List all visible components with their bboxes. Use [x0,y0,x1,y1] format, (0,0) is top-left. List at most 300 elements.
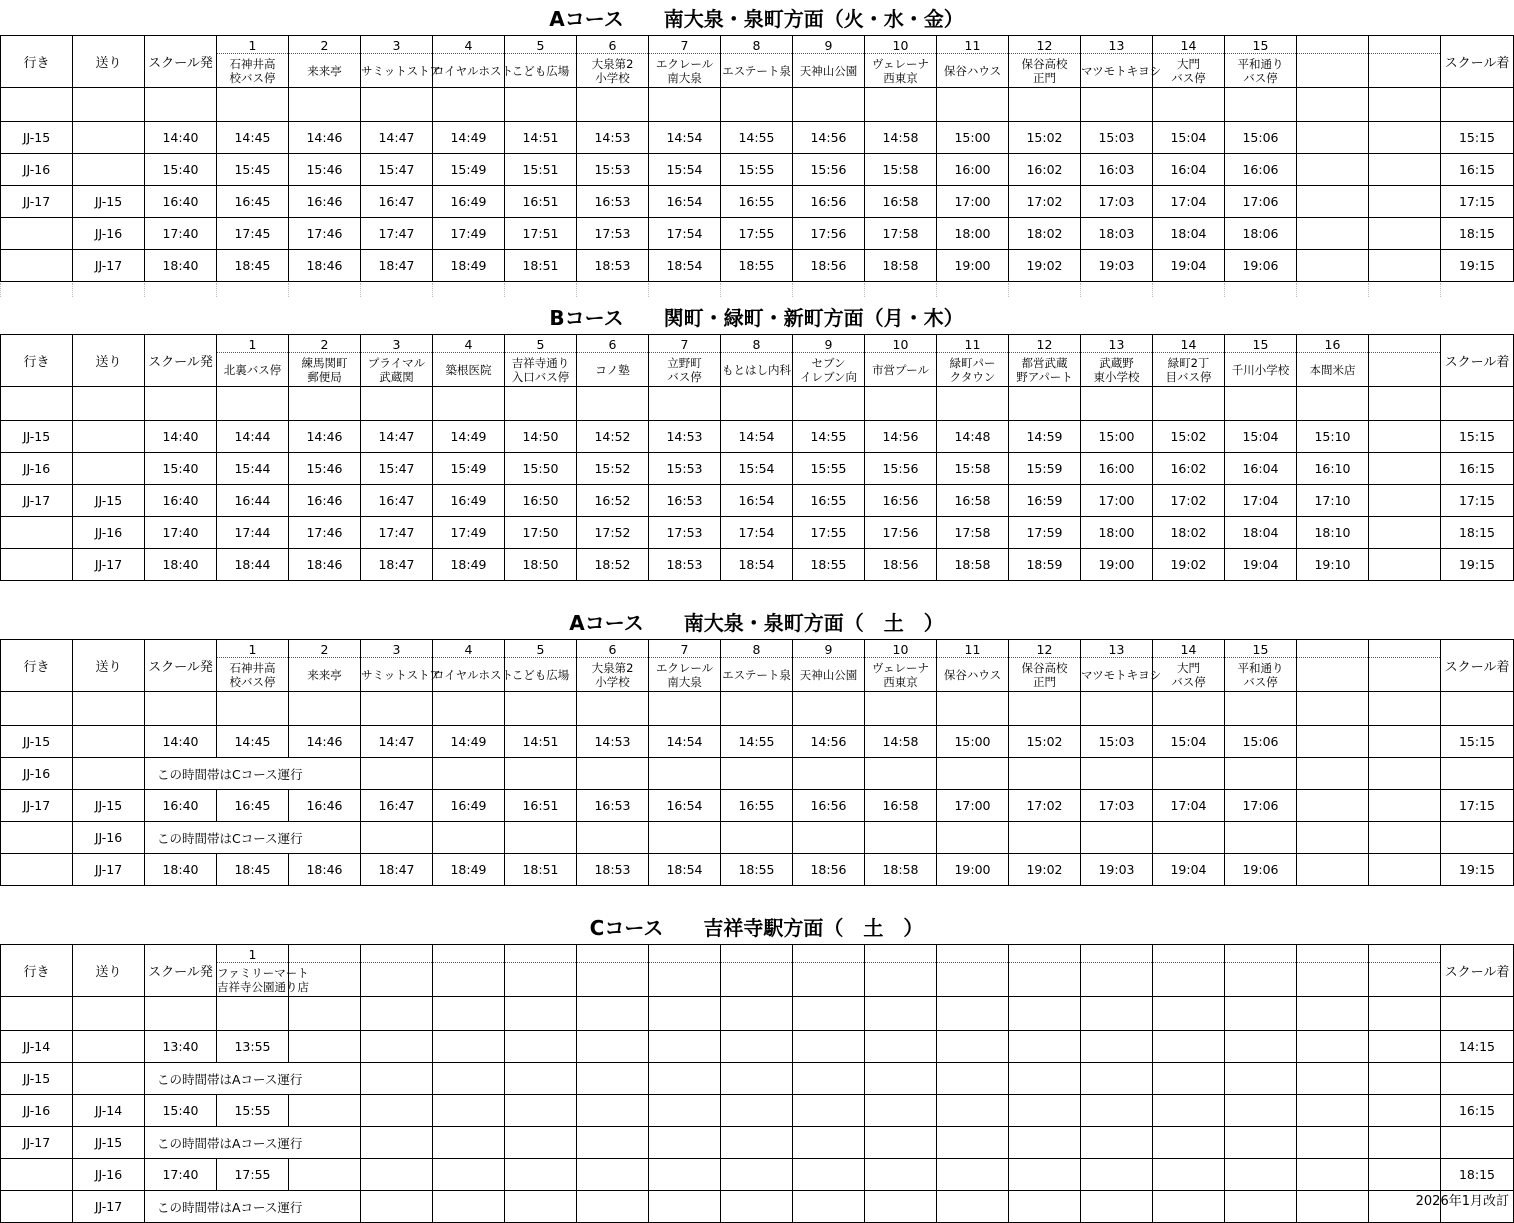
stop-time: 19:02 [1153,549,1225,581]
stop-name: 千川小学校 [1225,353,1297,387]
stop-time [1369,726,1441,758]
header-send: 送り [73,945,145,997]
send-trip: JJ-15 [73,1127,145,1159]
operation-note: この時間帯はCコース運行 [145,822,361,854]
blank-cell [361,997,433,1031]
stop-time [937,1159,1009,1191]
blank-cell [1081,997,1153,1031]
stop-time: 14:52 [577,421,649,453]
stop-name: 練馬関町 郵便局 [289,353,361,387]
stop-number: 7 [649,36,721,54]
stop-name: 築根医院 [433,353,505,387]
stop-time: 14:55 [721,726,793,758]
stop-time [1297,122,1369,154]
stop-time: 16:06 [1225,154,1297,186]
stop-time: 19:04 [1153,854,1225,886]
stop-name: 武蔵野 東小学校 [1081,353,1153,387]
empty-cell [649,1063,721,1095]
stop-time: 17:45 [217,218,289,250]
send-trip [73,122,145,154]
blank-cell [1,692,73,726]
blank-cell [937,88,1009,122]
empty-cell [721,1063,793,1095]
stop-time: 14:54 [649,122,721,154]
stop-time [865,1159,937,1191]
stop-time [1369,549,1441,581]
stop-time: 15:51 [505,154,577,186]
send-trip: JJ-15 [73,485,145,517]
stop-name: エクレール 南大泉 [649,658,721,692]
stop-number: 5 [505,36,577,54]
depart-time: 15:40 [145,1095,217,1127]
stop-name: 本間米店 [1297,353,1369,387]
stop-time: 16:00 [1081,453,1153,485]
header-go: 行き [1,640,73,692]
go-trip: JJ-17 [1,186,73,218]
blank-cell [289,88,361,122]
stop-time: 17:54 [649,218,721,250]
stop-time: 16:55 [721,186,793,218]
empty-cell [505,758,577,790]
stop-time: 16:46 [289,485,361,517]
arrive-time: 18:15 [1441,1159,1514,1191]
stop-time [1297,854,1369,886]
blank-cell [577,387,649,421]
stop-number: 12 [1009,640,1081,658]
header-depart: スクール発 [145,36,217,88]
stop-number: 8 [721,640,793,658]
go-trip: JJ-17 [1,485,73,517]
depart-time: 17:40 [145,1159,217,1191]
blank-cell [361,692,433,726]
table-row [1,790,1514,822]
go-trip: JJ-15 [1,1063,73,1095]
stop-time: 15:06 [1225,122,1297,154]
stop-time: 18:56 [793,250,865,282]
stop-time [649,1031,721,1063]
stop-name: こども広場 [505,54,577,88]
stop-name: マツモトキヨシ [1081,658,1153,692]
stop-time: 17:47 [361,517,433,549]
send-trip [73,453,145,485]
stop-time: 15:53 [577,154,649,186]
stop-time: 15:55 [793,453,865,485]
stop-time: 18:49 [433,549,505,581]
stop-time: 17:03 [1081,186,1153,218]
send-trip: JJ-17 [73,250,145,282]
stop-time: 17:44 [217,517,289,549]
empty-cell [1081,1063,1153,1095]
blank-cell [1369,387,1441,421]
stop-time: 15:53 [649,453,721,485]
stop-time [649,1159,721,1191]
stop-number: 12 [1009,335,1081,353]
stop-time: 14:58 [865,726,937,758]
arrive-time: 15:15 [1441,726,1514,758]
empty-cell [1297,1191,1369,1223]
depart-time: 14:40 [145,726,217,758]
stop-time [721,1159,793,1191]
empty-cell [649,822,721,854]
empty-cell [1225,758,1297,790]
empty-cell [1297,1063,1369,1095]
stop-time: 14:58 [865,122,937,154]
blank-cell [793,997,865,1031]
go-trip [1,250,73,282]
header-depart: スクール発 [145,945,217,997]
stop-time [577,1031,649,1063]
table-row [1,186,1514,218]
table-row [1,854,1514,886]
stop-time: 18:02 [1153,517,1225,549]
blank-cell [721,88,793,122]
stop-time: 18:55 [721,854,793,886]
operation-note: この時間帯はAコース運行 [145,1063,361,1095]
stop-name: 大門 バス停 [1153,54,1225,88]
stop-time: 15:59 [1009,453,1081,485]
stop-time: 18:53 [649,549,721,581]
empty-cell [793,822,865,854]
stop-name: 平和通り バス停 [1225,658,1297,692]
go-trip [1,1159,73,1191]
stop-number: 6 [577,335,649,353]
stop-time: 15:54 [649,154,721,186]
empty-cell [1297,758,1369,790]
empty-cell [577,1127,649,1159]
stop-time: 16:49 [433,485,505,517]
blank-cell [1441,997,1514,1031]
stop-time: 17:02 [1009,186,1081,218]
stop-name: ロイヤルホスト [433,658,505,692]
stop-number: 11 [937,335,1009,353]
empty-cell [793,1191,865,1223]
blank-cell [649,387,721,421]
arrive-time: 15:15 [1441,122,1514,154]
stop-name [1081,963,1153,997]
send-trip [73,726,145,758]
blank-cell [1153,387,1225,421]
stop-time [649,1095,721,1127]
stop-name: 大泉第2 小学校 [577,54,649,88]
arrive-time [1441,758,1514,790]
stop-time: 14:55 [721,122,793,154]
timetable-table [0,35,1514,282]
empty-cell [433,1063,505,1095]
stop-number: 1 [217,36,289,54]
blank-cell [1225,88,1297,122]
empty-cell [1153,822,1225,854]
blank-cell [649,997,721,1031]
stop-name: 保谷ハウス [937,54,1009,88]
stop-time: 17:56 [865,517,937,549]
blank-cell [1369,88,1441,122]
arrive-time: 19:15 [1441,854,1514,886]
stop-time: 18:45 [217,250,289,282]
stop-number: 14 [1153,640,1225,658]
arrive-time: 15:15 [1441,421,1514,453]
stop-name: ファミリーマート 吉祥寺公園通り店 [217,963,289,997]
stop-time: 15:47 [361,453,433,485]
depart-time: 17:40 [145,517,217,549]
stop-time: 15:02 [1009,122,1081,154]
stop-time: 14:55 [793,421,865,453]
empty-cell [577,758,649,790]
empty-cell [1369,1127,1441,1159]
empty-cell [937,1191,1009,1223]
stop-time: 18:52 [577,549,649,581]
empty-cell [361,1191,433,1223]
arrive-time [1441,1127,1514,1159]
stop-number: 8 [721,335,793,353]
empty-cell [1009,758,1081,790]
blank-cell [865,88,937,122]
empty-cell [937,758,1009,790]
stop-number [505,945,577,963]
blank-cell [505,997,577,1031]
blank-cell [433,692,505,726]
stop-time [505,1031,577,1063]
empty-cell [1081,758,1153,790]
empty-cell [1225,1127,1297,1159]
go-trip: JJ-16 [1,758,73,790]
stop-number: 14 [1153,335,1225,353]
empty-cell [577,1191,649,1223]
stop-time: 18:47 [361,549,433,581]
stop-time: 17:53 [649,517,721,549]
stop-name: ロイヤルホスト [433,54,505,88]
stop-time: 14:59 [1009,421,1081,453]
table-row [1,822,1514,854]
arrive-time: 16:15 [1441,1095,1514,1127]
depart-time: 17:40 [145,218,217,250]
empty-cell [1153,758,1225,790]
empty-cell [433,1191,505,1223]
stop-time: 16:58 [865,186,937,218]
blank-cell [1153,997,1225,1031]
stop-number: 7 [649,335,721,353]
stop-time [1081,1159,1153,1191]
stop-time [1369,854,1441,886]
blank-cell [73,997,145,1031]
timetable-table [0,334,1514,581]
stop-name [1369,658,1441,692]
stop-number: 3 [361,640,433,658]
stop-time: 14:44 [217,421,289,453]
stop-number [937,945,1009,963]
blank-cell [1,997,73,1031]
blank-cell [1297,692,1369,726]
arrive-time: 19:15 [1441,250,1514,282]
stop-time: 19:00 [937,250,1009,282]
stop-time [577,1159,649,1191]
stop-time: 18:49 [433,250,505,282]
stop-number: 13 [1081,36,1153,54]
stop-time [1369,1095,1441,1127]
empty-cell [361,1063,433,1095]
stop-time: 17:58 [937,517,1009,549]
stop-time: 14:49 [433,421,505,453]
stop-number [1225,945,1297,963]
stop-time [1225,1031,1297,1063]
blank-cell [937,387,1009,421]
blank-cell [1297,997,1369,1031]
stop-time: 14:56 [793,122,865,154]
empty-cell [1225,1063,1297,1095]
arrive-time: 17:15 [1441,186,1514,218]
blank-cell [217,997,289,1031]
blank-cell [73,692,145,726]
stop-time: 17:00 [937,790,1009,822]
blank-cell [361,88,433,122]
stop-number [289,945,361,963]
stop-time: 19:03 [1081,854,1153,886]
empty-cell [1009,822,1081,854]
go-trip: JJ-17 [1,1127,73,1159]
empty-cell [433,822,505,854]
go-trip: JJ-15 [1,421,73,453]
stop-name: 天神山公園 [793,658,865,692]
blank-cell [937,692,1009,726]
empty-cell [577,822,649,854]
stop-time: 15:52 [577,453,649,485]
stop-name: 大門 バス停 [1153,658,1225,692]
blank-cell [577,88,649,122]
send-trip: JJ-16 [73,218,145,250]
stop-time: 17:00 [937,186,1009,218]
stop-time: 15:44 [217,453,289,485]
stop-name: セブン イレブン向 [793,353,865,387]
stop-name: 来来亭 [289,658,361,692]
stop-time: 14:45 [217,726,289,758]
stop-time: 17:55 [721,218,793,250]
stop-name [1297,658,1369,692]
stop-time: 16:59 [1009,485,1081,517]
stop-time [1153,1095,1225,1127]
stop-time: 17:02 [1009,790,1081,822]
empty-cell [505,822,577,854]
stop-time: 17:06 [1225,186,1297,218]
stop-time: 18:00 [1081,517,1153,549]
stop-name [1225,963,1297,997]
stop-time: 19:00 [937,854,1009,886]
go-trip: JJ-16 [1,453,73,485]
blank-cell [433,88,505,122]
stop-number: 12 [1009,36,1081,54]
stop-time [1297,790,1369,822]
stop-time: 17:49 [433,218,505,250]
stop-time: 16:02 [1153,453,1225,485]
stop-time: 15:00 [1081,421,1153,453]
empty-cell [1369,822,1441,854]
stop-number [1297,36,1369,54]
stop-time: 15:58 [865,154,937,186]
stop-time: 16:55 [793,485,865,517]
blank-cell [73,387,145,421]
blank-cell [361,387,433,421]
stop-time: 18:47 [361,854,433,886]
stop-name: ヴェレーナ 西東京 [865,54,937,88]
stop-time: 16:56 [865,485,937,517]
stop-time [1153,1159,1225,1191]
stop-time [361,1095,433,1127]
stop-time [937,1095,1009,1127]
send-trip [73,1063,145,1095]
stop-name: 保谷高校 正門 [1009,54,1081,88]
stop-time: 17:49 [433,517,505,549]
stop-time [1297,186,1369,218]
blank-cell [1225,997,1297,1031]
blank-cell [865,387,937,421]
stop-time: 16:58 [937,485,1009,517]
stop-number [1369,36,1441,54]
header-depart: スクール発 [145,335,217,387]
stop-time: 17:56 [793,218,865,250]
stop-time: 16:45 [217,186,289,218]
stop-time: 18:54 [721,549,793,581]
blank-cell [289,692,361,726]
empty-cell [361,1127,433,1159]
blank-cell [1,387,73,421]
empty-cell [865,1127,937,1159]
go-trip [1,854,73,886]
stop-number [793,945,865,963]
empty-cell [505,1127,577,1159]
stop-name: 平和通り バス停 [1225,54,1297,88]
header-arrive: スクール着 [1441,640,1514,692]
blank-cell [289,997,361,1031]
stop-time: 15:56 [793,154,865,186]
stop-time: 17:55 [793,517,865,549]
arrive-time: 16:15 [1441,453,1514,485]
stop-time: 17:52 [577,517,649,549]
stop-name [649,963,721,997]
stop-time: 18:53 [577,854,649,886]
stop-time: 19:02 [1009,250,1081,282]
stop-time: 16:56 [793,790,865,822]
stop-name: 立野町 バス停 [649,353,721,387]
depart-time: 18:40 [145,854,217,886]
stop-time [361,1159,433,1191]
stop-time: 17:10 [1297,485,1369,517]
go-trip [1,822,73,854]
stop-number: 6 [577,640,649,658]
stop-time: 14:49 [433,122,505,154]
stop-time: 15:58 [937,453,1009,485]
stop-time: 17:03 [1081,790,1153,822]
stop-time: 15:49 [433,453,505,485]
blank-cell [1009,692,1081,726]
stop-name [1369,963,1441,997]
stop-time [289,1159,361,1191]
blank-cell [1009,387,1081,421]
stop-time [1297,726,1369,758]
empty-cell [505,1191,577,1223]
stop-time: 16:02 [1009,154,1081,186]
stop-time: 14:47 [361,421,433,453]
stop-time [1081,1031,1153,1063]
stop-time: 18:55 [793,549,865,581]
stop-time: 18:54 [649,854,721,886]
blank-cell [505,88,577,122]
stop-time: 18:00 [937,218,1009,250]
stop-time: 19:03 [1081,250,1153,282]
table-row [1,485,1514,517]
stop-name [433,963,505,997]
stop-time [505,1095,577,1127]
stop-time [1297,218,1369,250]
stop-time [1297,1095,1369,1127]
empty-cell [1297,822,1369,854]
